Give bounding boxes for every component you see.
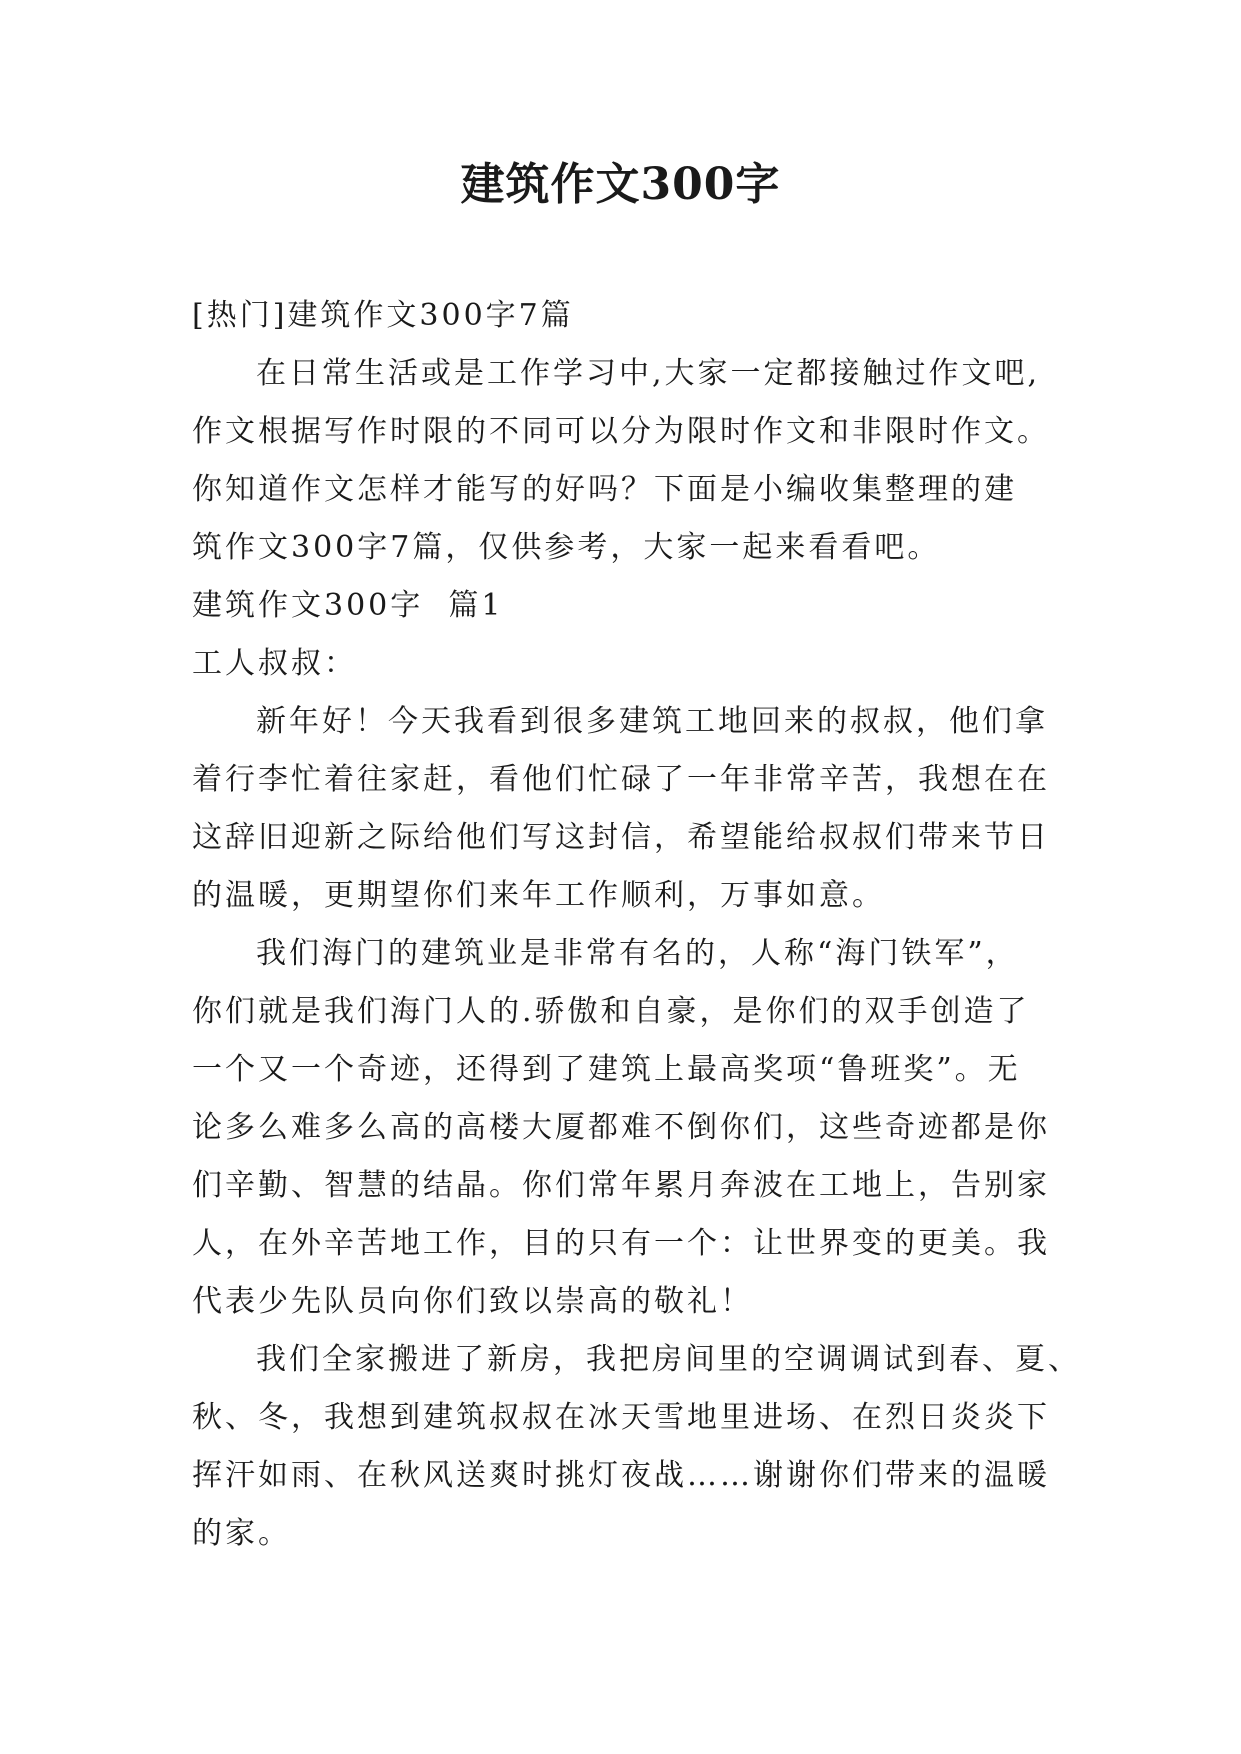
paragraph-line: 我们全家搬进了新房，我把房间里的空调调试到春、夏、 xyxy=(256,1342,1081,1377)
paragraph-line: 你知道作文怎样才能写的好吗？下面是小编收集整理的建 xyxy=(192,472,1017,507)
paragraph-line: 在日常生活或是工作学习中,大家一定都接触过作文吧, xyxy=(256,356,1041,391)
paragraph-line: 的温暖，更期望你们来年工作顺利，万事如意。 xyxy=(192,878,885,913)
paragraph-line: 我们海门的建筑业是非常有名的，人称“海门铁军”， xyxy=(256,936,1019,971)
paragraph-line: 人，在外辛苦地工作，目的只有一个：让世界变的更美。我 xyxy=(192,1226,1050,1261)
letter-salutation: 工人叔叔： xyxy=(192,646,357,681)
paragraph-line: 一个又一个奇迹，还得到了建筑上最高奖项“鲁班奖”。无 xyxy=(192,1052,1021,1087)
paragraph-line: 新年好！今天我看到很多建筑工地回来的叔叔，他们拿 xyxy=(256,704,1048,739)
document-title: 建筑作文300字 xyxy=(460,159,781,210)
document-subtitle: [热门]建筑作文300字7篇 xyxy=(192,298,574,333)
paragraph-line: 挥汗如雨、在秋风送爽时挑灯夜战……谢谢你们带来的温暖 xyxy=(192,1458,1050,1493)
paragraph-line: 的家。 xyxy=(192,1516,291,1551)
letter-paragraph-1 xyxy=(192,693,1052,925)
paragraph-line: 们辛勤、智慧的结晶。你们常年累月奔波在工地上，告别家 xyxy=(192,1168,1050,1203)
paragraph-line: 着行李忙着往家赶，看他们忙碌了一年非常辛苦，我想在在 xyxy=(192,762,1050,797)
paragraph-line: 作文根据写作时限的不同可以分为限时作文和非限时作文。 xyxy=(192,414,1050,449)
intro-paragraph xyxy=(192,345,1052,577)
paragraph-line: 秋、冬，我想到建筑叔叔在冰天雪地里进场、在烈日炎炎下 xyxy=(192,1400,1050,1435)
paragraph-line: 你们就是我们海门人的.骄傲和自豪，是你们的双手创造了 xyxy=(192,994,1030,1029)
letter-paragraph-3 xyxy=(192,1331,1081,1563)
paragraph-line: 筑作文300字7篇，仅供参考，大家一起来看看吧。 xyxy=(192,530,941,565)
letter-paragraph-2 xyxy=(192,925,1052,1331)
document-body xyxy=(192,287,1081,1563)
section-heading: 建筑作文300字 篇1 xyxy=(192,588,504,623)
paragraph-line: 这辞旧迎新之际给他们写这封信，希望能给叔叔们带来节日 xyxy=(192,820,1050,855)
paragraph-line: 论多么难多么高的高楼大厦都难不倒你们，这些奇迹都是你 xyxy=(192,1110,1050,1145)
paragraph-line: 代表少先队员向你们致以崇高的敬礼！ xyxy=(192,1284,753,1319)
